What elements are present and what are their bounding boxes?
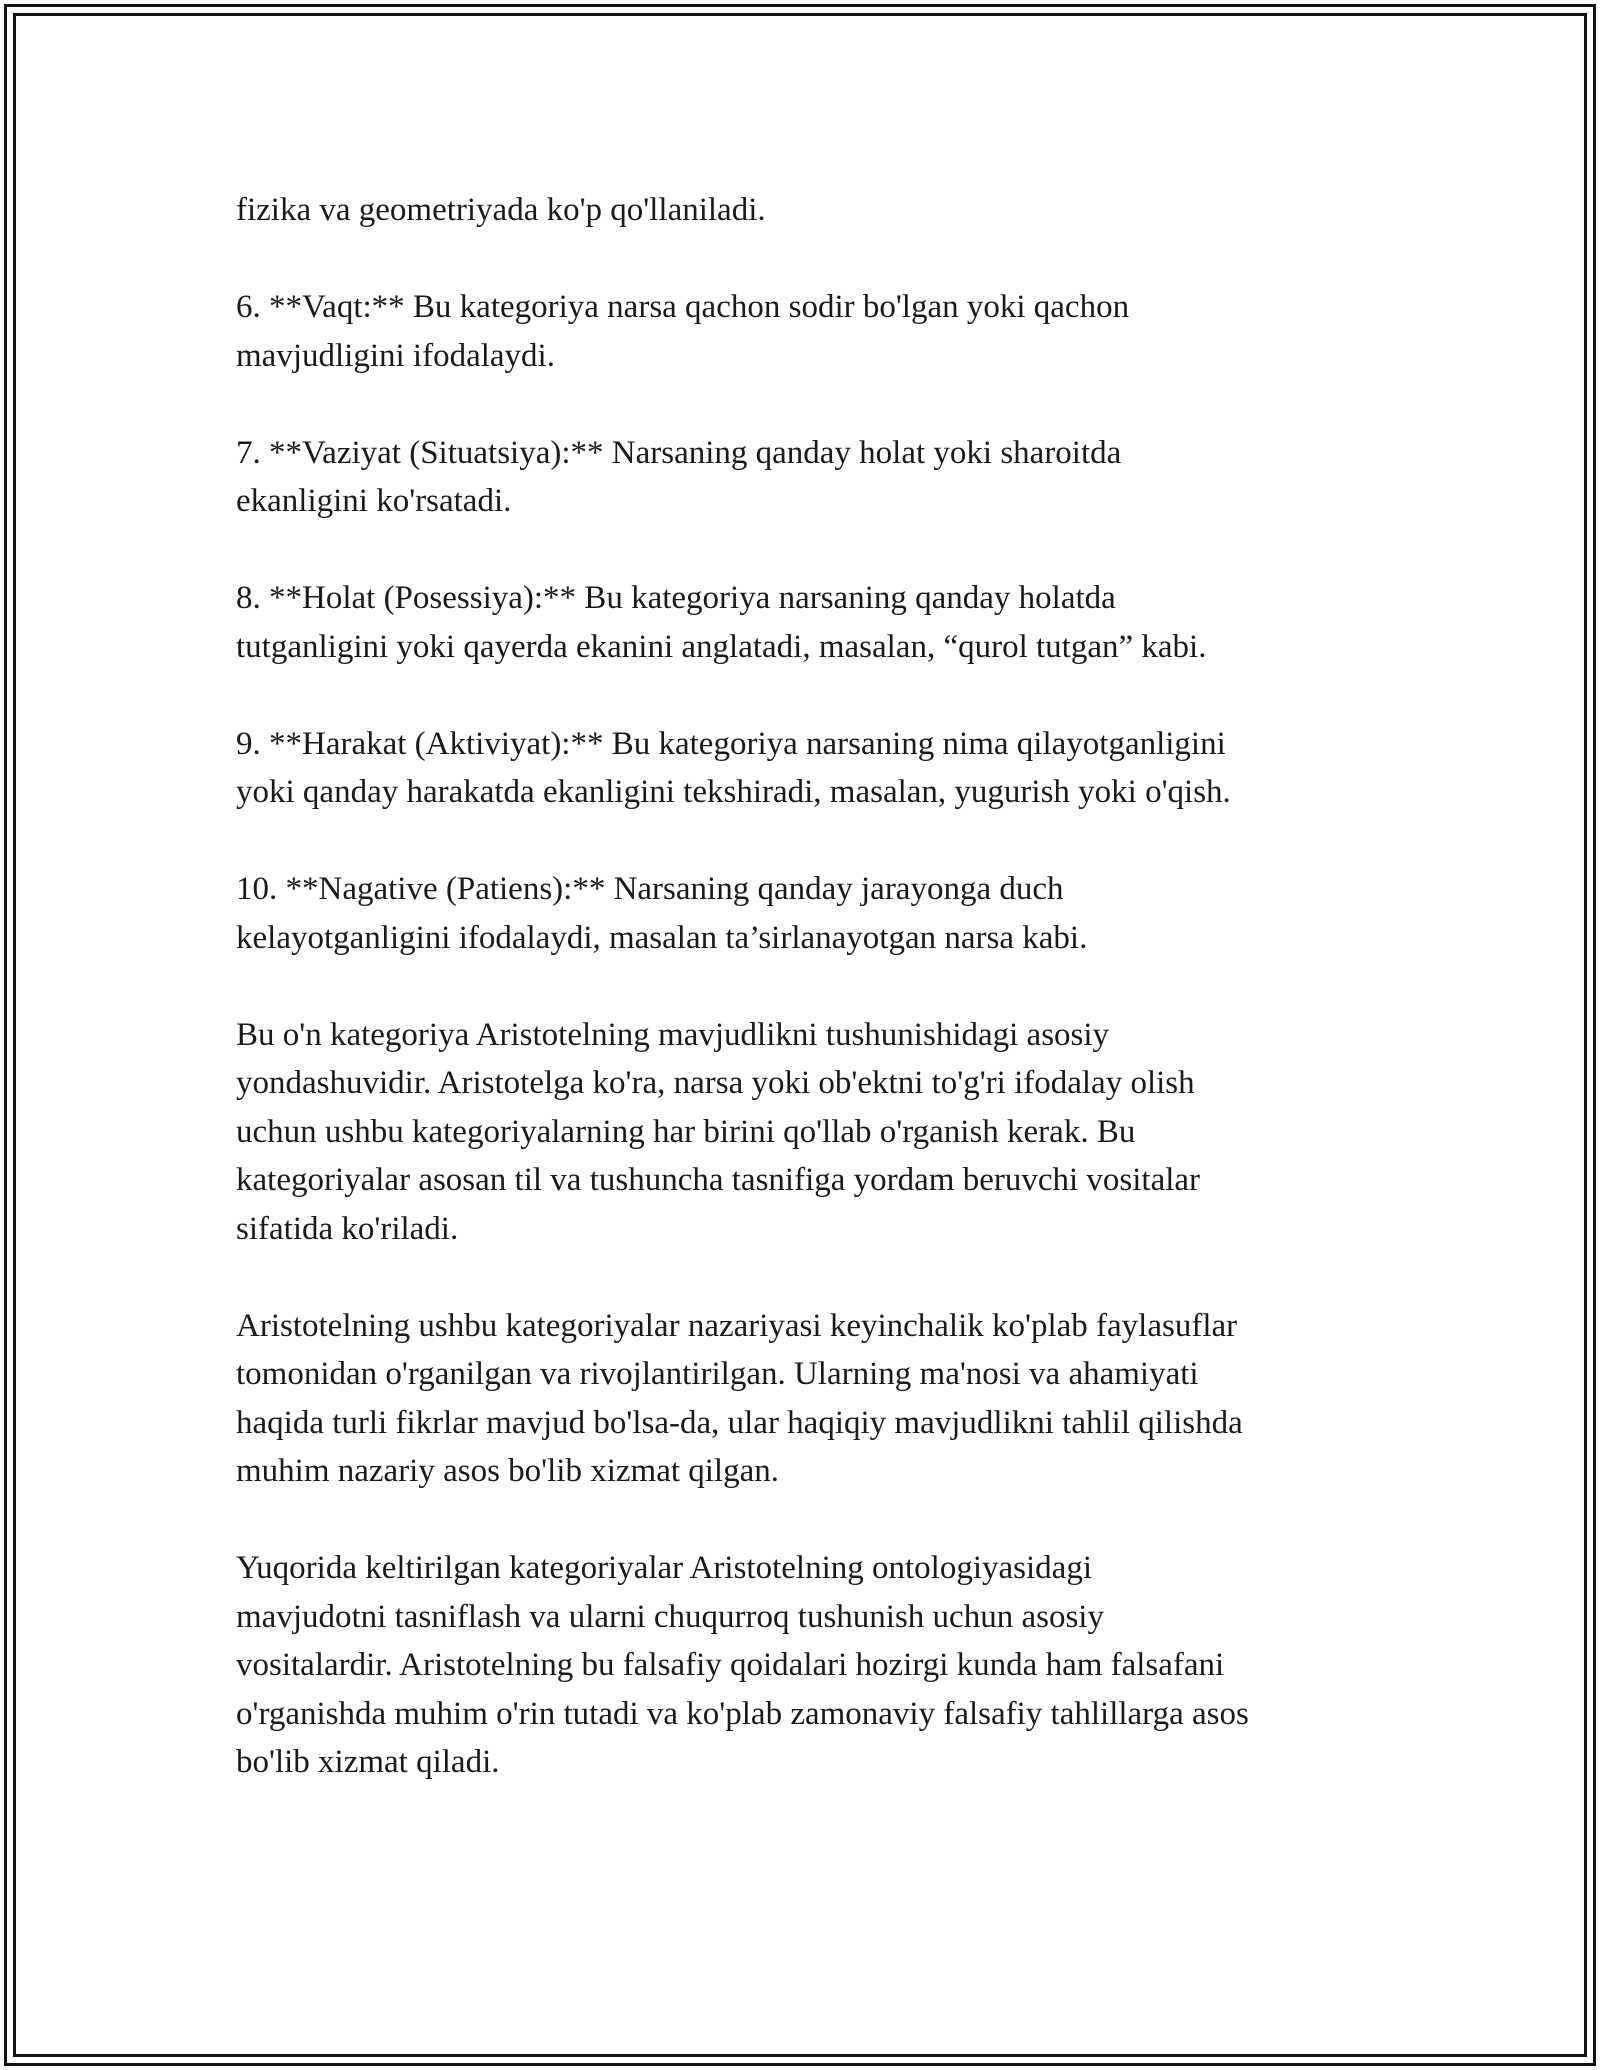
- paragraph-category-10: 10. **Nagative (Patiens):** Narsaning qanday jarayonga duch kelayotganligini ifodalaydi, masalan ta’sirlanayotgan narsa kabi.: [236, 871, 1088, 956]
- paragraph-conclusion: Yuqorida keltirilgan kategoriyalar Aristotelning ontologiyasidagi mavjudotni tasniflash va ularni chuqurroq tushunish uchun asosiy vositalardir. Aristotelning bu falsafiy qoidalari hozirgi kunda ham falsafani o'rganishda muhim o'rin tutadi va ko'plab zamonaviy falsafiy tahlillarga asos bo'lib xizmat qiladi.: [236, 1550, 1249, 1780]
- paragraph-category-9: 9. **Harakat (Aktiviyat):** Bu kategoriya narsaning nima qilayotganligini yoki qanday harakatda ekanligini tekshiradi, masalan, yugurish yoki o'qish.: [236, 725, 1231, 810]
- paragraph-category-8: 8. **Holat (Posessiya):** Bu kategoriya narsaning qanday holatda tutganligini yoki qayerda ekanini anglatadi, masalan, “qurol tutgan” kabi.: [236, 580, 1207, 665]
- paragraph-continuation: fizika va geometriyada ko'p qo'llaniladi.: [236, 192, 766, 228]
- paragraph-summary: Bu o'n kategoriya Aristotelning mavjudlikni tushunishidagi asosiy yondashuvidir. Aristotelga ko'ra, narsa yoki ob'ektni to'g'ri ifodalay olish uchun ushbu kategoriyalarning har birini qo'llab o'rganish kerak. Bu kategoriyalar asosan til va tushuncha tasnifiga yordam beruvchi vositalar sifatida ko'riladi.: [236, 1016, 1201, 1247]
- paragraph-category-6: 6. **Vaqt:** Bu kategoriya narsa qachon sodir bo'lgan yoki qachon mavjudligini ifodalaydi.: [236, 289, 1130, 374]
- paragraph-category-7: 7. **Vaziyat (Situatsiya):** Narsaning qanday holat yoki sharoitda ekanligini ko'rsatadi.: [236, 434, 1122, 519]
- document-body: [236, 186, 1386, 1787]
- paragraph-legacy: Aristotelning ushbu kategoriyalar nazariyasi keyinchalik ko'plab faylasuflar tomonidan o'rganilgan va rivojlantirilgan. Ularning ma'nosi va ahamiyati haqida turli fikrlar mavjud bo'lsa-da, ular haqiqiy mavjudlikni tahlil qilishda muhim nazariy asos bo'lib xizmat qilgan.: [236, 1307, 1243, 1489]
